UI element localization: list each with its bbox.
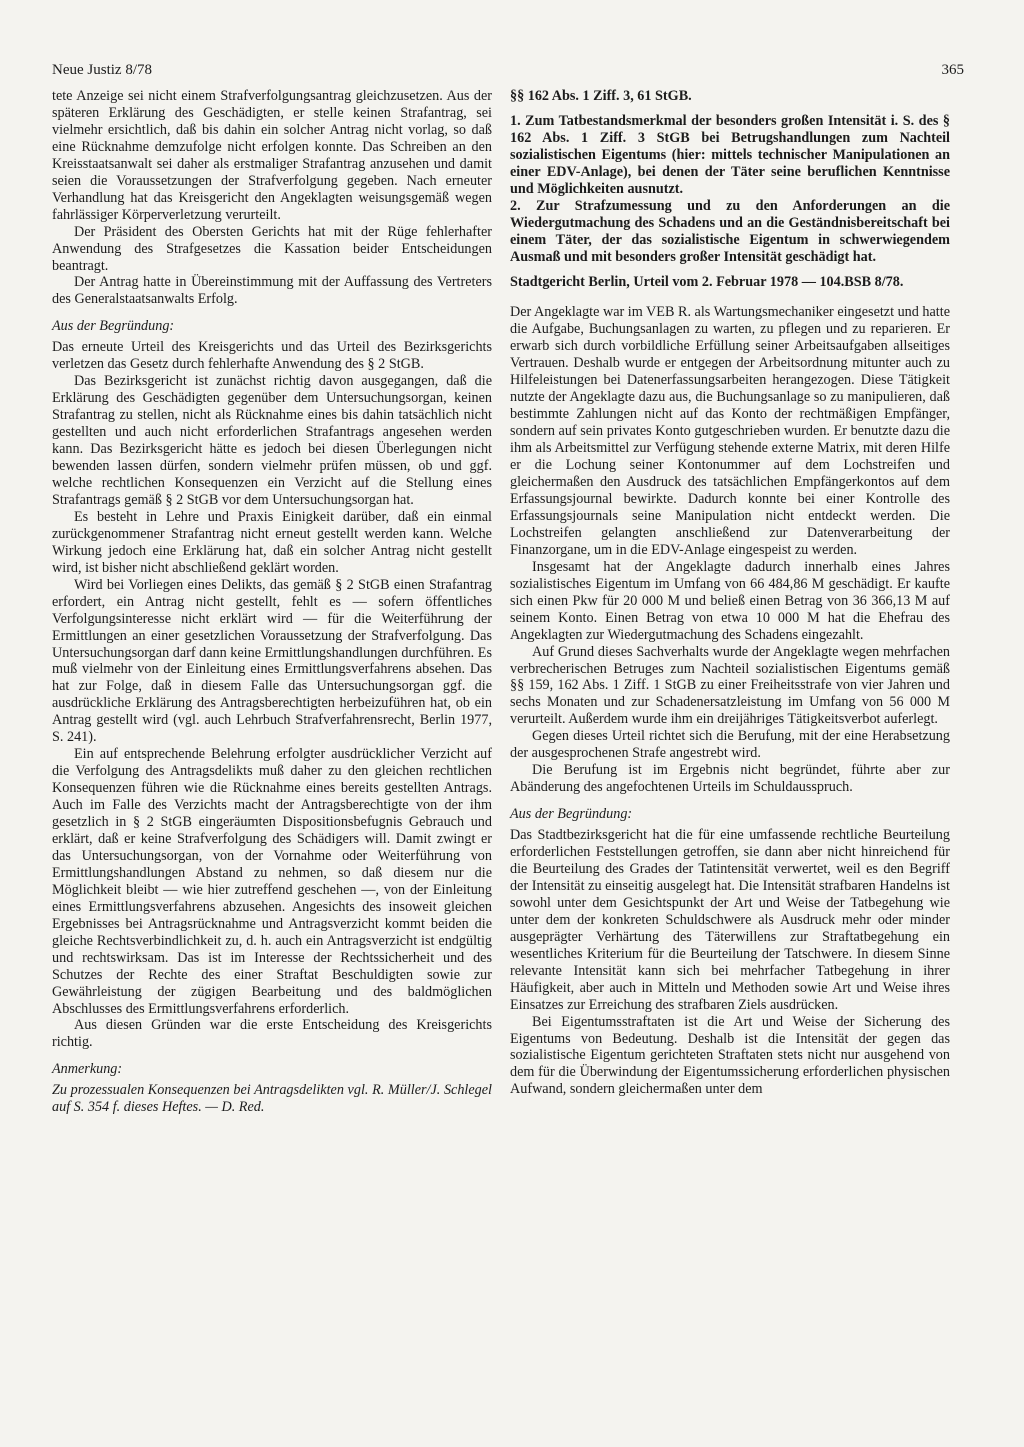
leitsatz: 2. Zur Strafzumessung und zu den Anforderungen an die Wiedergutmachung des Schadens und an die Geständnisbereitschaft bei einem Täter, der das sozialistische Eigentum in schwerwiegendem Ausmaß und mit besonders großer Intensität geschädigt hat. xyxy=(510,197,950,265)
section-heading: Aus der Begründung: xyxy=(52,318,175,335)
court-citation: Stadtgericht Berlin, Urteil vom 2. Februar 1978 — 104.BSB 8/78. xyxy=(510,273,904,290)
paragraph: Das Stadtbezirksgericht hat die für eine umfassende rechtliche Beurteilung erforderlichen Feststellungen getroffen, sie dann aber nicht hinreichend für die Beurteilung des Grades der Tatintensität verwertet, weil es den Begriff der Intensität zu einseitig ausgelegt hat. Die Intensität strafbaren Handelns ist sowohl unter dem Gesichtspunkt der Art und Weise der Tatbegehung wie unter dem der konkreten Schuldschwere als Ausdruck mehr oder minder ausgeprägter Verhärtung des Täterwillens zur Straftatbegehung ein wesentliches Kriterium für die Beurteilung der Tatschwere. In diesem Sinne relevante Intensität kann sich bei mehrfacher Tatbegehung in ihrer Häufigkeit, aber auch in Mitteln und Methoden sowie Art und Weise ihres Einsatzes zur Erreichung des strafbaren Ziels ausdrücken. xyxy=(510,827,950,1013)
paragraph: Der Antrag hatte in Übereinstimmung mit der Auffassung des Vertreters des Generalstaatsanwalts Erfolg. xyxy=(52,274,492,308)
paragraph: Es besteht in Lehre und Praxis Einigkeit darüber, daß ein einmal zurückgenommener Strafantrag nicht erneut gestellt werden kann. Welche Wirkung jedoch eine Erklärung hat, daß ein solcher Antrag nicht gestellt wird, ist bisher nicht abschließend geklärt worden. xyxy=(52,508,492,576)
paragraph: Der Angeklagte war im VEB R. als Wartungsmechaniker eingesetzt und hatte die Aufgabe, Buchungsanlagen zu warten, zu pflegen und zu reparieren. Er erwarb sich durch vorbildliche Erfüllung seiner Arbeitsaufgaben allseitiges Vertrauen. Deshalb wurde er entgegen der Arbeitsordnung mitunter auch zu Hilfeleistungen bei Datenerfassungsarbeiten herangezogen. Diese Tätigkeit nutzte der Angeklagte dazu aus, die Buchungsanlage so zu manipulieren, daß bestimmte Zahlungen nicht auf das Konto der rechtmäßigen Empfänger, sondern auf sein privates Konto gutgeschrieben wurden. Er benutzte dazu die ihm als Arbeitsmittel zur Verfügung stehende externe Matrix, mit deren Hilfe er die Lochung seiner Kontonummer auf dem Lochstreifen und gleichermaßen den Ausdruck des tatsächlichen Empfängerkontos auf dem Erfassungsjournal bewirkte. Dadurch konnte bei einer Kontrolle des Erfassungsjournals seine Manipulation nicht entdeckt werden. Die Lochstreifen gelangten anschließend zur Datenverarbeitung der Finanzorgane, um in die EDV-Anlage eingespeist zu werden. xyxy=(510,304,950,558)
section-heading: Aus der Begründung: xyxy=(510,806,633,823)
paragraph: Bei Eigentumsstraftaten ist die Art und Weise der Sicherung des Eigentums von Bedeutung. Deshalb ist die Intensität der gegen das sozialistische Eigentum gerichteten Straftaten stets nicht nur ausgehend von dem für die Überwindung der Eigentumssicherung erforderlichen physischen Aufwand, sondern gleichermaßen unter dem xyxy=(510,1013,950,1098)
paragraph: tete Anzeige sei nicht einem Strafverfolgungsantrag gleichzusetzen. Aus der späteren Erklärung des Geschädigten, er stelle keinen Strafantrag, sei vielmehr ersichtlich, daß bis dahin ein solcher Antrag nicht vorlag, so daß eine Rücknahme demzufolge nicht erfolgen konnte. Das Schreiben an den Kreisstaatsanwalt sei daher als erstmaliger Strafantrag anzusehen und damit seien die Voraussetzungen der Strafverfolgung gegeben. Nach erneuter Verhandlung hat das Kreisgericht den Angeklagten weisungsgemäß wegen fahrlässiger Körperverletzung verurteilt. xyxy=(52,88,492,223)
paragraph: Insgesamt hat der Angeklagte dadurch innerhalb eines Jahres sozialistisches Eigentum im Umfang von 66 484,86 M geschädigt. Er kaufte sich einen Pkw für 20 000 M und beließ einen Betrag von 36 366,13 M auf seinem Konto. Einen Betrag von etwa 10 000 M hat die Ehefrau des Angeklagten zur Wiedergutmachung des Schadens eingezahlt. xyxy=(510,558,950,643)
leitsatz: 1. Zum Tatbestandsmerkmal der besonders großen Intensität i. S. des § 162 Abs. 1 Ziff. 3 StGB bei Betrugshandlungen zum Nachteil sozialistischen Eigentums (hier: mittels technischer Manipulationen an einer EDV-Anlage), bei denen der Täter seine beruflichen Kenntnisse und Möglichkeiten ausnutzt. xyxy=(510,112,950,197)
journal-title: Neue Justiz 8/78 xyxy=(52,62,152,78)
paragraph: Das Bezirksgericht ist zunächst richtig davon ausgegangen, daß die Erklärung des Geschädigten gegenüber dem Untersuchungsorgan, keinen Strafantrag zu stellen, nicht als Rücknahme eines bis dahin tatsächlich nicht gestellten und auch nicht erforderlichen Strafantrags angesehen werden kann. Das Bezirksgericht hätte es jedoch bei diesen Überlegungen nicht bewenden lassen dürfen, sondern vielmehr prüfen müssen, ob und ggf. welche rechtlichen Konsequenzen ein Verzicht auf die Stellung eines Strafantrags gemäß § 2 StGB vor dem Untersuchungsorgan hat. xyxy=(52,373,492,508)
paragraph: Wird bei Vorliegen eines Delikts, das gemäß § 2 StGB einen Strafantrag erfordert, ein Antrag nicht gestellt, fehlt es — sofern öffentliches Verfolgungsinteresse nicht erklärt wird — für die Weiterführung der Ermittlungen an einer gesetzlichen Voraussetzung der Strafverfolgung. Das Untersuchungsorgan darf dann keine Ermittlungshandlungen durchführen. Es muß vielmehr von der Einleitung eines Ermittlungsverfahrens absehen. Das hat zur Folge, daß in diesem Falle das Untersuchungsorgan ggf. die ausdrückliche Erklärung des Antragsberechtigten herbeizuführen hat, ob ein Antrag gestellt wird (vgl. auch Lehrbuch Strafverfahrensrecht, Berlin 1977, S. 241). xyxy=(52,576,492,746)
section-heading: Anmerkung: xyxy=(52,1061,123,1078)
paragraph: Ein auf entsprechende Belehrung erfolgter ausdrücklicher Verzicht auf die Verfolgung des Antragsdelikts muß daher zu den gleichen rechtlichen Konsequenzen führen wie die Rücknahme eines bereits gestellten Antrags. Auch im Falle des Verzichts macht der Antragsberechtigte von der ihm gesetzlich in § 2 StGB eingeräumten Dispositionsbefugnis Gebrauch und erklärt, daß er keine Strafverfolgung des Schädigers will. Damit zwingt er das Untersuchungsorgan, von der Vornahme oder Weiterführung von Ermittlungshandlungen Abstand zu nehmen, so daß diesem nur die Möglichkeit bleibt — wie hier zutreffend geschehen —, von der Einleitung eines Ermittlungsverfahrens abzusehen. Angesichts des insoweit gleichen Ergebnisses bei Antragsrücknahme und Antragsverzicht kommt beiden die gleiche Rechtsverbindlichkeit zu, d. h. auch ein Antragsverzicht ist endgültig und rechtswirksam. Das ist im Interesse der Rechtssicherheit und des Schutzes der Rechte des einer Straftat Beschuldigten sowie zur Gewährleistung der zügigen Bearbeitung und des baldmöglichen Abschlusses des Ermittlungsverfahrens erforderlich. xyxy=(52,746,492,1017)
norm-heading: §§ 162 Abs. 1 Ziff. 3, 61 StGB. xyxy=(510,88,692,104)
paragraph: Die Berufung ist im Ergebnis nicht begründet, führte aber zur Abänderung des angefochtenen Urteils im Schuldausspruch. xyxy=(510,762,950,796)
editorial-note: Zu prozessualen Konsequenzen bei Antragsdelikten vgl. R. Müller/J. Schlegel auf S. 354 f. dieses Heftes. — D. Red. xyxy=(52,1082,492,1116)
page-header xyxy=(52,62,964,84)
paragraph: Auf Grund dieses Sachverhalts wurde der Angeklagte wegen mehrfachen verbrecherischen Betruges zum Nachteil sozialistischen Eigentums gemäß §§ 159, 162 Abs. 1 Ziff. 1 StGB zu einer Freiheitsstrafe von vier Jahren und sechs Monaten und zur Schadenersatzleistung im Umfang von 56 000 M verurteilt. Außerdem wurde ihm ein dreijähriges Tätigkeitsverbot auferlegt. xyxy=(510,643,950,728)
right-column xyxy=(510,88,950,1098)
page-number: 365 xyxy=(941,62,964,78)
paragraph: Der Präsident des Obersten Gerichts hat mit der Rüge fehlerhafter Anwendung des Strafgesetzes die Kassation beider Entscheidungen beantragt. xyxy=(52,223,492,274)
paragraph: Das erneute Urteil des Kreisgerichts und das Urteil des Bezirksgerichts verletzen das Gesetz durch fehlerhafte Anwendung des § 2 StGB. xyxy=(52,339,492,373)
left-column xyxy=(52,88,492,1116)
paragraph: Aus diesen Gründen war die erste Entscheidung des Kreisgerichts richtig. xyxy=(52,1017,492,1051)
paragraph: Gegen dieses Urteil richtet sich die Berufung, mit der eine Herabsetzung der ausgesprochenen Strafe angestrebt wird. xyxy=(510,728,950,762)
